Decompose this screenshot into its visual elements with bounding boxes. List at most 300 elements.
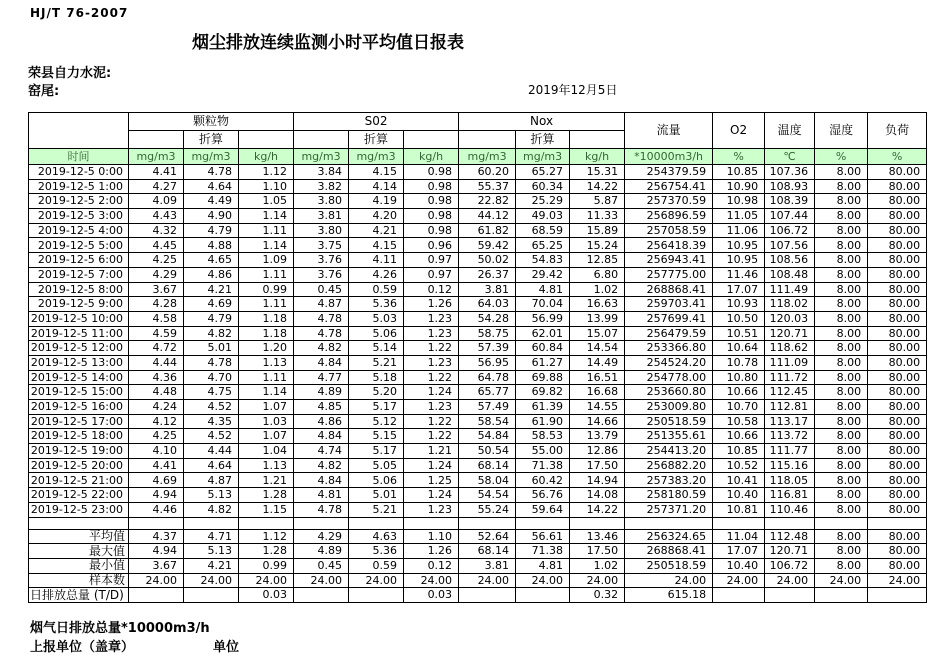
value-cell: 4.44 — [129, 355, 184, 370]
value-cell: 0.98 — [404, 223, 459, 238]
summary-row — [29, 573, 927, 588]
value-cell: 256943.41 — [625, 253, 713, 268]
summary-value-cell: 0.03 — [239, 588, 294, 603]
table-row — [29, 385, 927, 400]
value-cell: 113.17 — [765, 414, 815, 429]
value-cell: 0.45 — [294, 282, 349, 297]
table-row-label: 2019-12-5 11:00 — [29, 326, 129, 341]
summary-value-cell: 1.02 — [570, 558, 625, 573]
value-cell: 80.00 — [868, 355, 927, 370]
summary-value-cell: 4.81 — [516, 558, 570, 573]
value-cell: 1.11 — [239, 267, 294, 282]
value-cell: 80.00 — [868, 473, 927, 488]
value-cell: 254379.59 — [625, 165, 713, 180]
value-cell: 61.39 — [516, 400, 570, 415]
value-cell: 50.02 — [459, 253, 516, 268]
value-cell: 1.21 — [404, 444, 459, 459]
spacer-cell — [765, 517, 815, 529]
value-cell: 257775.00 — [625, 267, 713, 282]
table-row-label: 2019-12-5 19:00 — [29, 444, 129, 459]
summary-value-cell — [868, 588, 927, 603]
station-name: 窑尾: — [28, 84, 60, 99]
value-cell: 60.20 — [459, 165, 516, 180]
summary-value-cell — [713, 588, 765, 603]
table-row — [29, 370, 927, 385]
spacer-cell — [815, 517, 868, 529]
header-flow: 流量 — [625, 113, 713, 149]
value-cell: 108.48 — [765, 267, 815, 282]
unit-cell: kg/h — [239, 149, 294, 165]
table-row-label: 2019-12-5 20:00 — [29, 458, 129, 473]
subheader-converted-pm: 折算 — [184, 131, 239, 149]
value-cell: 253366.80 — [625, 341, 713, 356]
value-cell: 80.00 — [868, 429, 927, 444]
value-cell: 4.20 — [349, 209, 404, 224]
value-cell: 4.52 — [184, 429, 239, 444]
value-cell: 80.00 — [868, 179, 927, 194]
spacer-cell — [404, 517, 459, 529]
group-so2: S02 — [294, 113, 459, 131]
value-cell: 5.03 — [349, 311, 404, 326]
value-cell: 10.85 — [713, 165, 765, 180]
value-cell: 8.00 — [815, 400, 868, 415]
value-cell: 14.66 — [570, 414, 625, 429]
table-row — [29, 341, 927, 356]
value-cell: 10.40 — [713, 488, 765, 503]
summary-value-cell: 1.10 — [404, 529, 459, 544]
value-cell: 4.85 — [294, 400, 349, 415]
units-row — [29, 149, 927, 165]
value-cell: 4.75 — [184, 385, 239, 400]
subheader-converted-so2: 折算 — [349, 131, 404, 149]
summary-value-cell: 256324.65 — [625, 529, 713, 544]
value-cell: 8.00 — [815, 165, 868, 180]
group-header-row — [29, 113, 927, 131]
value-cell: 1.22 — [404, 370, 459, 385]
table-row — [29, 400, 927, 415]
value-cell: 1.23 — [404, 326, 459, 341]
value-cell: 4.89 — [294, 385, 349, 400]
value-cell: 6.80 — [570, 267, 625, 282]
value-cell: 108.56 — [765, 253, 815, 268]
value-cell: 1.02 — [570, 282, 625, 297]
value-cell: 4.21 — [349, 223, 404, 238]
value-cell: 256754.41 — [625, 179, 713, 194]
spacer-row — [29, 517, 927, 529]
value-cell: 8.00 — [815, 238, 868, 253]
unit-cell: ℃ — [765, 149, 815, 165]
value-cell: 5.01 — [349, 488, 404, 503]
value-cell: 258180.59 — [625, 488, 713, 503]
value-cell: 111.77 — [765, 444, 815, 459]
value-cell: 68.59 — [516, 223, 570, 238]
value-cell: 16.68 — [570, 385, 625, 400]
value-cell: 13.79 — [570, 429, 625, 444]
group-particulate: 颗粒物 — [129, 113, 294, 131]
value-cell: 111.72 — [765, 370, 815, 385]
value-cell: 22.82 — [459, 194, 516, 209]
value-cell: 1.14 — [239, 209, 294, 224]
value-cell: 10.41 — [713, 473, 765, 488]
summary-row — [29, 529, 927, 544]
value-cell: 80.00 — [868, 209, 927, 224]
value-cell: 11.33 — [570, 209, 625, 224]
value-cell: 12.85 — [570, 253, 625, 268]
value-cell: 251355.61 — [625, 429, 713, 444]
value-cell: 8.00 — [815, 414, 868, 429]
table-row — [29, 488, 927, 503]
value-cell: 5.17 — [349, 444, 404, 459]
table-row — [29, 194, 927, 209]
value-cell: 4.36 — [129, 370, 184, 385]
table-row — [29, 179, 927, 194]
value-cell: 1.20 — [239, 341, 294, 356]
summary-value-cell — [294, 588, 349, 603]
value-cell: 61.27 — [516, 355, 570, 370]
value-cell: 4.82 — [294, 458, 349, 473]
value-cell: 80.00 — [868, 326, 927, 341]
value-cell: 4.84 — [294, 355, 349, 370]
value-cell: 70.04 — [516, 297, 570, 312]
summary-value-cell: 24.00 — [129, 573, 184, 588]
table-row-label: 2019-12-5 3:00 — [29, 209, 129, 224]
value-cell: 118.62 — [765, 341, 815, 356]
value-cell: 8.00 — [815, 209, 868, 224]
subheader-blank — [570, 131, 625, 149]
value-cell: 59.42 — [459, 238, 516, 253]
value-cell: 4.35 — [184, 414, 239, 429]
value-cell: 4.43 — [129, 209, 184, 224]
value-cell: 4.15 — [349, 238, 404, 253]
value-cell: 8.00 — [815, 444, 868, 459]
value-cell: 5.36 — [349, 297, 404, 312]
value-cell: 5.21 — [349, 502, 404, 517]
value-cell: 4.52 — [184, 400, 239, 415]
table-row — [29, 297, 927, 312]
value-cell: 3.84 — [294, 165, 349, 180]
value-cell: 8.00 — [815, 311, 868, 326]
value-cell: 0.96 — [404, 238, 459, 253]
value-cell: 10.52 — [713, 458, 765, 473]
value-cell: 8.00 — [815, 179, 868, 194]
summary-value-cell — [516, 588, 570, 603]
spacer-cell — [129, 517, 184, 529]
value-cell: 257383.20 — [625, 473, 713, 488]
summary-row-label: 平均值 — [29, 529, 129, 544]
table-row — [29, 311, 927, 326]
value-cell: 55.37 — [459, 179, 516, 194]
unit-cell: kg/h — [404, 149, 459, 165]
value-cell: 1.07 — [239, 429, 294, 444]
value-cell: 10.81 — [713, 502, 765, 517]
table-row-label: 2019-12-5 8:00 — [29, 282, 129, 297]
value-cell: 111.49 — [765, 282, 815, 297]
value-cell: 4.58 — [129, 311, 184, 326]
time-header: 时间 — [29, 149, 129, 165]
value-cell: 256418.39 — [625, 238, 713, 253]
value-cell: 259703.41 — [625, 297, 713, 312]
value-cell: 16.51 — [570, 370, 625, 385]
summary-value-cell: 17.07 — [713, 544, 765, 559]
table-row-label: 2019-12-5 9:00 — [29, 297, 129, 312]
unit-cell: mg/m3 — [459, 149, 516, 165]
value-cell: 1.05 — [239, 194, 294, 209]
summary-value-cell — [459, 588, 516, 603]
value-cell: 54.83 — [516, 253, 570, 268]
value-cell: 80.00 — [868, 414, 927, 429]
table-row-label: 2019-12-5 21:00 — [29, 473, 129, 488]
value-cell: 4.21 — [184, 282, 239, 297]
value-cell: 10.78 — [713, 355, 765, 370]
value-cell: 58.75 — [459, 326, 516, 341]
value-cell: 0.99 — [239, 282, 294, 297]
value-cell: 4.86 — [294, 414, 349, 429]
value-cell: 80.00 — [868, 502, 927, 517]
value-cell: 1.09 — [239, 253, 294, 268]
value-cell: 4.11 — [349, 253, 404, 268]
value-cell: 10.66 — [713, 429, 765, 444]
value-cell: 250518.59 — [625, 414, 713, 429]
value-cell: 8.00 — [815, 385, 868, 400]
value-cell: 4.45 — [129, 238, 184, 253]
unit-cell: kg/h — [570, 149, 625, 165]
value-cell: 60.84 — [516, 341, 570, 356]
value-cell: 10.90 — [713, 179, 765, 194]
value-cell: 1.23 — [404, 311, 459, 326]
value-cell: 0.98 — [404, 194, 459, 209]
value-cell: 1.11 — [239, 297, 294, 312]
value-cell: 4.29 — [129, 267, 184, 282]
value-cell: 58.04 — [459, 473, 516, 488]
value-cell: 10.95 — [713, 253, 765, 268]
value-cell: 80.00 — [868, 253, 927, 268]
value-cell: 1.11 — [239, 223, 294, 238]
value-cell: 3.80 — [294, 194, 349, 209]
summary-value-cell — [815, 588, 868, 603]
value-cell: 13.99 — [570, 311, 625, 326]
value-cell: 1.22 — [404, 414, 459, 429]
value-cell: 268868.41 — [625, 282, 713, 297]
value-cell: 3.75 — [294, 238, 349, 253]
value-cell: 12.86 — [570, 444, 625, 459]
summary-value-cell: 4.71 — [184, 529, 239, 544]
value-cell: 4.74 — [294, 444, 349, 459]
value-cell: 8.00 — [815, 282, 868, 297]
summary-row — [29, 588, 927, 603]
summary-row-label: 最小值 — [29, 558, 129, 573]
value-cell: 14.08 — [570, 488, 625, 503]
value-cell: 112.45 — [765, 385, 815, 400]
value-cell: 107.36 — [765, 165, 815, 180]
summary-value-cell: 0.59 — [349, 558, 404, 573]
value-cell: 1.11 — [239, 370, 294, 385]
table-row-label: 2019-12-5 16:00 — [29, 400, 129, 415]
value-cell: 5.87 — [570, 194, 625, 209]
value-cell: 106.72 — [765, 223, 815, 238]
summary-value-cell: 17.50 — [570, 544, 625, 559]
value-cell: 0.98 — [404, 179, 459, 194]
table-row-label: 2019-12-5 13:00 — [29, 355, 129, 370]
value-cell: 64.03 — [459, 297, 516, 312]
value-cell: 80.00 — [868, 267, 927, 282]
summary-value-cell: 0.12 — [404, 558, 459, 573]
value-cell: 4.46 — [129, 502, 184, 517]
value-cell: 10.58 — [713, 414, 765, 429]
value-cell: 4.90 — [184, 209, 239, 224]
summary-value-cell: 24.00 — [625, 573, 713, 588]
value-cell: 69.88 — [516, 370, 570, 385]
table-row — [29, 165, 927, 180]
table-row — [29, 282, 927, 297]
value-cell: 3.76 — [294, 267, 349, 282]
value-cell: 55.24 — [459, 502, 516, 517]
value-cell: 8.00 — [815, 297, 868, 312]
value-cell: 65.77 — [459, 385, 516, 400]
table-header — [29, 113, 927, 165]
value-cell: 80.00 — [868, 341, 927, 356]
summary-value-cell: 24.00 — [516, 573, 570, 588]
value-cell: 4.77 — [294, 370, 349, 385]
value-cell: 17.07 — [713, 282, 765, 297]
value-cell: 257370.59 — [625, 194, 713, 209]
summary-value-cell: 106.72 — [765, 558, 815, 573]
value-cell: 80.00 — [868, 311, 927, 326]
value-cell: 118.05 — [765, 473, 815, 488]
value-cell: 55.00 — [516, 444, 570, 459]
value-cell: 1.24 — [404, 458, 459, 473]
summary-value-cell: 24.00 — [404, 573, 459, 588]
value-cell: 80.00 — [868, 385, 927, 400]
value-cell: 257699.41 — [625, 311, 713, 326]
table-row — [29, 473, 927, 488]
spacer-cell — [868, 517, 927, 529]
unit-label: 单位 — [213, 640, 240, 655]
value-cell: 10.51 — [713, 326, 765, 341]
summary-value-cell: 0.32 — [570, 588, 625, 603]
value-cell: 14.22 — [570, 502, 625, 517]
value-cell: 4.84 — [294, 473, 349, 488]
value-cell: 64.78 — [459, 370, 516, 385]
value-cell: 15.31 — [570, 165, 625, 180]
spacer-cell — [239, 517, 294, 529]
value-cell: 4.59 — [129, 326, 184, 341]
value-cell: 10.85 — [713, 444, 765, 459]
value-cell: 116.81 — [765, 488, 815, 503]
value-cell: 80.00 — [868, 238, 927, 253]
value-cell: 50.54 — [459, 444, 516, 459]
value-cell: 80.00 — [868, 282, 927, 297]
summary-value-cell: 24.00 — [713, 573, 765, 588]
value-cell: 4.41 — [129, 165, 184, 180]
value-cell: 1.23 — [404, 355, 459, 370]
value-cell: 4.49 — [184, 194, 239, 209]
value-cell: 8.00 — [815, 458, 868, 473]
value-cell: 1.28 — [239, 488, 294, 503]
value-cell: 8.00 — [815, 267, 868, 282]
summary-value-cell: 24.00 — [294, 573, 349, 588]
value-cell: 60.34 — [516, 179, 570, 194]
table-row — [29, 223, 927, 238]
summary-value-cell: 68.14 — [459, 544, 516, 559]
company-name: 荣县自力水泥: — [28, 66, 112, 81]
table-row-label: 2019-12-5 12:00 — [29, 341, 129, 356]
value-cell: 5.05 — [349, 458, 404, 473]
value-cell: 3.67 — [129, 282, 184, 297]
value-cell: 8.00 — [815, 326, 868, 341]
value-cell: 4.28 — [129, 297, 184, 312]
value-cell: 1.04 — [239, 444, 294, 459]
summary-value-cell: 3.81 — [459, 558, 516, 573]
value-cell: 54.28 — [459, 311, 516, 326]
value-cell: 4.25 — [129, 253, 184, 268]
value-cell: 4.70 — [184, 370, 239, 385]
value-cell: 5.21 — [349, 355, 404, 370]
value-cell: 17.50 — [570, 458, 625, 473]
value-cell: 10.66 — [713, 385, 765, 400]
value-cell: 4.79 — [184, 223, 239, 238]
value-cell: 56.99 — [516, 311, 570, 326]
table-row-label: 2019-12-5 1:00 — [29, 179, 129, 194]
summary-value-cell: 24.00 — [349, 573, 404, 588]
value-cell: 80.00 — [868, 444, 927, 459]
value-cell: 254778.00 — [625, 370, 713, 385]
report-date: 2019年12月5日 — [528, 83, 618, 97]
value-cell: 113.72 — [765, 429, 815, 444]
value-cell: 0.98 — [404, 165, 459, 180]
summary-value-cell: 24.00 — [239, 573, 294, 588]
value-cell: 60.42 — [516, 473, 570, 488]
value-cell: 56.76 — [516, 488, 570, 503]
unit-cell: % — [868, 149, 927, 165]
value-cell: 254524.20 — [625, 355, 713, 370]
summary-value-cell: 11.04 — [713, 529, 765, 544]
time-header-blank — [29, 113, 129, 149]
summary-value-cell: 24.00 — [815, 573, 868, 588]
table-row — [29, 253, 927, 268]
subheader-blank — [239, 131, 294, 149]
table-body — [29, 165, 927, 518]
value-cell: 254413.20 — [625, 444, 713, 459]
spacer-cell — [349, 517, 404, 529]
table-row — [29, 502, 927, 517]
value-cell: 68.14 — [459, 458, 516, 473]
summary-value-cell: 1.12 — [239, 529, 294, 544]
value-cell: 1.15 — [239, 502, 294, 517]
value-cell: 5.17 — [349, 400, 404, 415]
summary-value-cell: 80.00 — [868, 544, 927, 559]
value-cell: 14.54 — [570, 341, 625, 356]
value-cell: 61.82 — [459, 223, 516, 238]
value-cell: 4.25 — [129, 429, 184, 444]
value-cell: 14.22 — [570, 179, 625, 194]
value-cell: 3.76 — [294, 253, 349, 268]
value-cell: 1.10 — [239, 179, 294, 194]
value-cell: 57.49 — [459, 400, 516, 415]
value-cell: 4.78 — [294, 502, 349, 517]
value-cell: 59.64 — [516, 502, 570, 517]
summary-value-cell: 24.00 — [570, 573, 625, 588]
value-cell: 4.81 — [294, 488, 349, 503]
table-row — [29, 326, 927, 341]
value-cell: 1.21 — [239, 473, 294, 488]
summary-value-cell: 0.45 — [294, 558, 349, 573]
value-cell: 4.84 — [294, 429, 349, 444]
value-cell: 4.86 — [184, 267, 239, 282]
value-cell: 4.69 — [129, 473, 184, 488]
summary-value-cell: 0.99 — [239, 558, 294, 573]
summary-value-cell: 71.38 — [516, 544, 570, 559]
value-cell: 80.00 — [868, 400, 927, 415]
